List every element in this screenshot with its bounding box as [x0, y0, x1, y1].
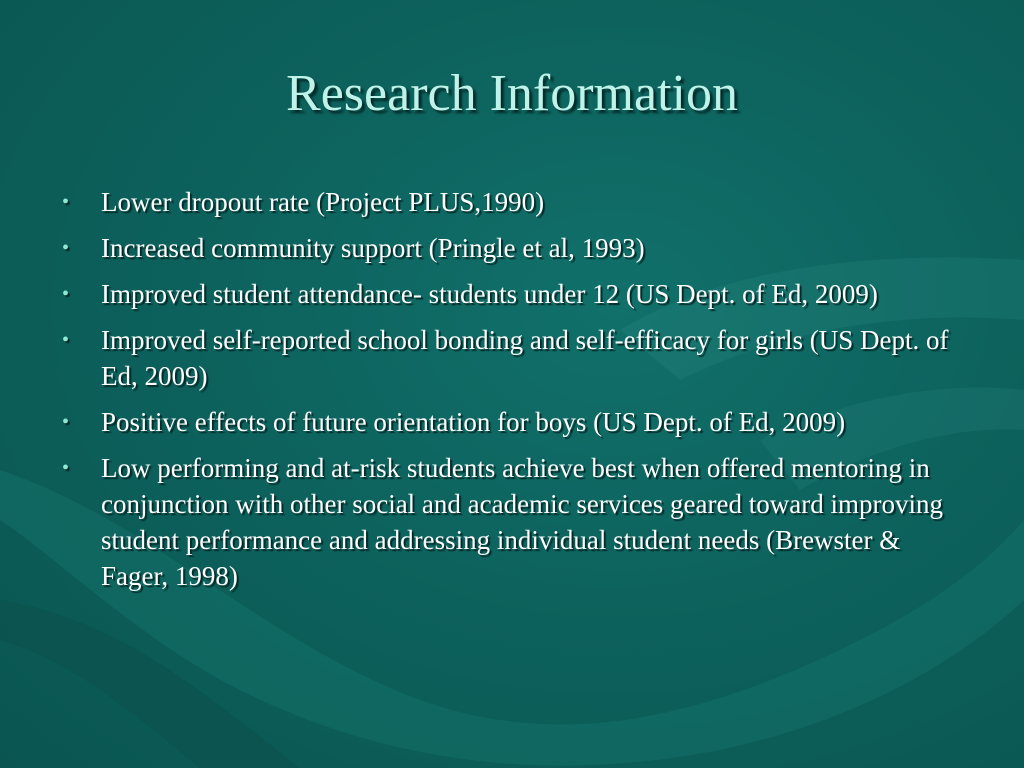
- bullet-list: [58, 184, 973, 604]
- bullet-text: Low performing and at-risk students achieve best when offered mentoring in conjunction with other social and academic services geared toward improving student performance and addressing individual student needs (Brewster & Fager, 1998): [101, 453, 943, 591]
- bullet-icon: •: [62, 191, 70, 213]
- bullet-icon: •: [62, 411, 70, 433]
- bullet-text: Positive effects of future orientation for boys (US Dept. of Ed, 2009): [101, 407, 846, 437]
- bullet-icon: •: [62, 457, 70, 479]
- bullet-icon: •: [62, 237, 70, 259]
- bullet-icon: •: [62, 329, 70, 351]
- bullet-text: Improved student attendance- students under 12 (US Dept. of Ed, 2009): [101, 279, 878, 309]
- bullet-text: Improved self-reported school bonding and self-efficacy for girls (US Dept. of Ed, 2009): [101, 325, 949, 391]
- list-item: [58, 322, 973, 394]
- list-item: [58, 230, 973, 266]
- bullet-text: Increased community support (Pringle et al, 1993): [101, 233, 645, 263]
- list-item: [58, 404, 973, 440]
- list-item: [58, 450, 973, 594]
- slide-title: Research Information: [286, 65, 738, 122]
- list-item: [58, 276, 973, 312]
- bullet-icon: •: [62, 283, 70, 305]
- list-item: [58, 184, 973, 220]
- bullet-text: Lower dropout rate (Project PLUS,1990): [101, 187, 545, 217]
